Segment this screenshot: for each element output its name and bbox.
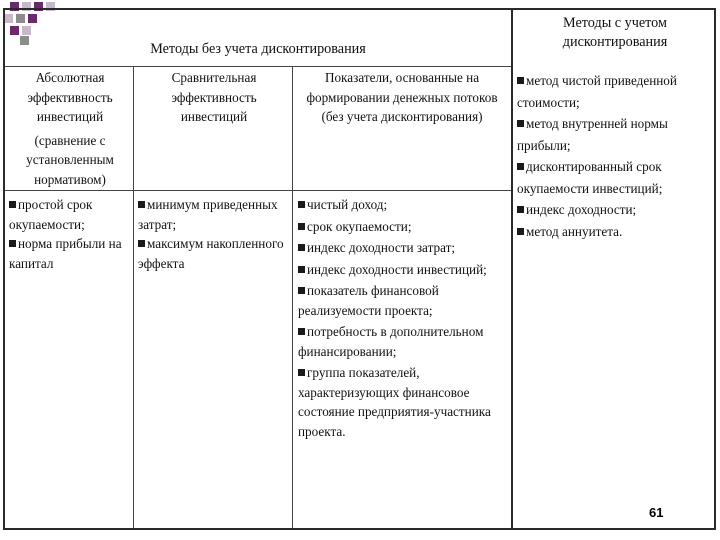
list-item: срок окупаемости; — [298, 217, 508, 237]
col3-items — [298, 195, 508, 441]
bullet-square-icon — [298, 266, 305, 273]
bullet-square-icon — [298, 328, 305, 335]
bullet-square-icon — [298, 369, 305, 376]
bullet-square-icon — [138, 240, 145, 247]
col-divider — [511, 10, 513, 530]
list-item: минимум приведенных затрат; — [138, 197, 278, 232]
list-item: метод аннуитета. — [517, 221, 713, 243]
col1-title — [9, 68, 131, 189]
bullet-square-icon — [517, 206, 524, 213]
list-item: индекс доходности; — [517, 199, 713, 221]
list-item: группа показателей, характеризующих финансовое состояние предприятия-участника проекта. — [298, 365, 491, 439]
bullet-square-icon — [517, 228, 524, 235]
header-divider — [5, 66, 511, 67]
bullet-square-icon — [9, 201, 16, 208]
bullet-square-icon — [138, 201, 145, 208]
col1-items — [9, 195, 131, 273]
bullet-square-icon — [517, 163, 524, 170]
col1-note: (сравнение с установленным нормативом) — [26, 132, 114, 187]
list-item: индекс доходности затрат; — [298, 238, 508, 258]
list-item: показатель финансовой реализуемости проекта; — [298, 283, 439, 318]
bullet-square-icon — [9, 240, 16, 247]
col-divider — [292, 66, 293, 528]
list-item: метод внутренней нормы прибыли; — [517, 116, 668, 153]
list-item: индекс доходности инвестиций; — [298, 260, 508, 280]
bullet-square-icon — [298, 287, 305, 294]
list-item: потребность в дополнительном финансировании; — [298, 324, 484, 359]
row-divider — [5, 190, 511, 191]
page-number: 61 — [649, 505, 664, 520]
list-item: норма прибыли на капитал — [9, 236, 122, 271]
methods-table — [3, 8, 716, 530]
bullet-square-icon — [517, 120, 524, 127]
bullet-square-icon — [517, 77, 524, 84]
col1-title-text: Абсолютная эффективность инвестиций — [27, 70, 113, 124]
list-item: метод чистой приведенной стоимости; — [517, 73, 677, 110]
header-without-discount: Методы без учета дисконтирования — [150, 41, 366, 57]
col3-title: Показатели, основанные на формировании денежных потоков (без учета дисконтирования) — [306, 70, 498, 124]
header-with-discount: Методы с учетом дисконтирования — [562, 15, 668, 50]
list-item: простой срок окупаемости; — [9, 197, 93, 232]
discount-items — [517, 70, 713, 242]
list-item: дисконтированный срок окупаемости инвестиций; — [517, 159, 663, 196]
col2-items — [138, 195, 290, 273]
bullet-square-icon — [298, 223, 305, 230]
list-item: максимум накопленного эффекта — [138, 236, 284, 271]
bullet-square-icon — [298, 201, 305, 208]
bullet-square-icon — [298, 244, 305, 251]
col-divider — [133, 66, 134, 528]
list-item: чистый доход; — [298, 195, 508, 215]
col2-title: Сравнительная эффективность инвестиций — [171, 70, 257, 124]
